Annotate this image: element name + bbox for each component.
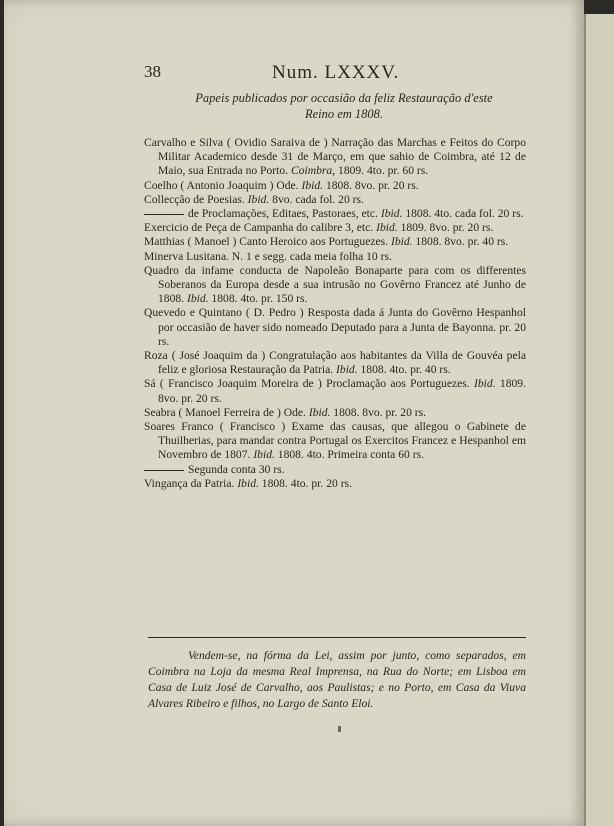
entry-text: Minerva Lusitana. N. 1 e segg. cada meia folha 10 rs. (144, 249, 392, 263)
entry-place: Ibid. (253, 448, 275, 462)
entry-details: 1808. 4to. pr. 40 rs. (357, 363, 451, 377)
entry-text: Vingança da Patria. (144, 476, 238, 490)
entry-text: Seabra ( Manoel Ferreira de ) Ode. (144, 405, 309, 419)
book-page (4, 0, 584, 826)
section-subtitle (154, 90, 534, 122)
ditto-dash (144, 214, 184, 215)
entry-text: Quadro da infame conducta de Napoleão Bonaparte para com os differentes Soberanos da Europa desde a sua intrusão no Govêrno Francez até Junho de 1808. (144, 263, 526, 306)
footer-rule (148, 637, 526, 638)
publication-entry (144, 250, 526, 264)
entry-place: Ibid. (376, 221, 398, 235)
entry-place: Ibid. (380, 207, 403, 221)
publication-entry (144, 264, 526, 307)
page-heading: Num. LXXXV. (272, 62, 400, 83)
entry-place: Ibid. (301, 178, 324, 192)
entry-details: 1809. 8vo. pr. 20 rs. (397, 221, 494, 235)
entry-details: 8vo. cada fol. 20 rs. (269, 192, 364, 206)
entry-place: Ibid. (237, 476, 259, 490)
entry-details: 1808. 8vo. pr. 20 rs. (330, 405, 427, 419)
publication-entry (144, 349, 526, 377)
page-mark (338, 726, 341, 732)
entry-place: Coimbra (290, 164, 333, 178)
entry-text: Carvalho e Silva ( Ovidio Saraiva de ) Narração das Marchas e Feitos do Corpo Militar Academico desde 31 de Março, em que sahio de Coimbra, até 12 de Maio, sua Entrada no Porto. (144, 136, 526, 178)
entry-details: 1808. 8vo. pr. 20 rs. (323, 178, 419, 192)
publication-entry (144, 406, 526, 420)
publication-entry (144, 235, 526, 249)
subtitle-line: Reino em 1808. (304, 107, 384, 121)
publication-entry (144, 136, 526, 179)
publication-entry (144, 420, 526, 463)
publication-entry (144, 306, 526, 349)
entry-place: Ibid. (186, 292, 209, 306)
entry-place: Ibid. (336, 363, 358, 377)
publication-entry (144, 477, 526, 491)
entry-text: de Proclamações, Editaes, Pastoraes, etc. (188, 207, 381, 221)
publication-entry (144, 221, 526, 235)
entry-text: Sá ( Francisco Joaquim Moreira de ) Proclamação aos Portuguezes. (144, 377, 475, 391)
publication-entry (144, 207, 526, 221)
entry-text: Coelho ( Antonio Joaquim ) Ode. (144, 178, 302, 192)
entry-place: Ibid. (247, 192, 270, 206)
entry-details: , 1809. 4to. pr. 60 rs. (332, 164, 429, 178)
publication-entry (144, 377, 526, 405)
entry-text: Roza ( José Joaquim da ) Congratulação aos habitantes da Villa de Gouvéa pela feliz e gloriosa Restauração da Patria. (144, 349, 526, 377)
subtitle-line: Papeis publicados por occasião da feliz Restauração d'este (195, 91, 493, 105)
entry-details: 1808. 4to. Primeira conta 60 rs. (274, 448, 424, 462)
entry-text: Segunda conta 30 rs. (188, 462, 285, 476)
page-header (144, 62, 524, 86)
entry-details: 1808. 4to. pr. 150 rs. (208, 292, 308, 306)
entry-text: Quevedo e Quintano ( D. Pedro ) Resposta dada á Junta do Govêrno Hespanhol por occasião de haver sido nomeado Deputado para a Junta de Bayonna. pr. 20 rs. (144, 306, 526, 348)
entry-text: Soares Franco ( Francisco ) Exame das causas, que allegou o Gabinete de Thuilherias, para mandar contra Portugal os Exercitos Francez e Hespanhol em Novembro de 1807. (144, 420, 526, 462)
entry-details: 1808. 4to. pr. 20 rs. (258, 476, 352, 490)
page-number: 38 (144, 62, 161, 81)
entry-text: Matthias ( Manoel ) Canto Heroico aos Portuguezes. (144, 235, 391, 249)
entry-place: Ibid. (308, 405, 331, 419)
entry-details: 1809. 8vo. pr. 20 rs. (158, 377, 526, 405)
entry-text: Collecção de Poesias. (144, 192, 248, 206)
ditto-dash (144, 470, 184, 471)
facing-page-edge (584, 14, 614, 826)
entry-place: Ibid. (390, 235, 413, 249)
entry-details: 1808. 8vo. pr. 40 rs. (412, 235, 509, 249)
entry-text: Exercicio de Peça de Campanha do calibre 3, etc. (144, 221, 377, 235)
publication-entry (144, 193, 526, 207)
sales-notice: Vendem-se, na fórma da Lei, assim por junto, como separados, em Coimbra na Loja da mesma Real Imprensa, na Rua do Norte; em Lisboa em Casa de Luiz José de Carvalho, aos Paulistas; e no Porto, em Casa da Viuva Alvares Ribeiro e filhos, no Largo de Santo Eloi. (148, 649, 526, 710)
publication-list (144, 136, 526, 491)
entry-place: Ibid. (474, 377, 496, 391)
entry-details: 1808. 4to. cada fol. 20 rs. (402, 207, 524, 221)
publication-entry (144, 179, 526, 193)
publication-entry (144, 463, 526, 477)
